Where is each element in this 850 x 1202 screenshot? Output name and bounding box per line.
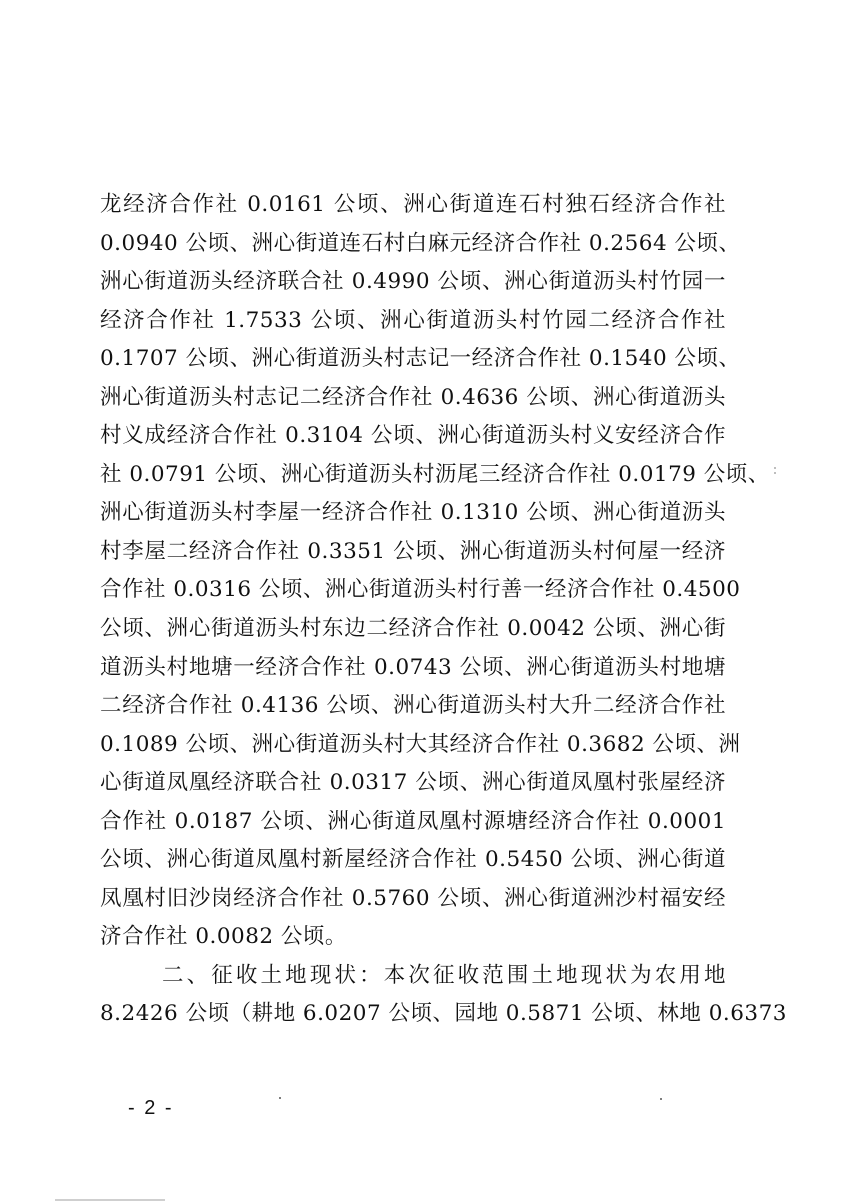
body-text-line: 凤凰村旧沙岗经济合作社 0.5760 公顷、洲心街道洲沙村福安经 [100,886,726,911]
scan-speck [279,1097,281,1099]
body-text-line: 0.0940 公顷、洲心街道连石村白麻元经济合作社 0.2564 公顷、 [100,231,741,256]
body-text-line-paragraph-end: 济合作社 0.0082 公顷。 [100,924,347,949]
body-text-line: 心街道凤凰经济联合社 0.0317 公顷、洲心街道凤凰村张屋经济 [100,770,726,795]
body-text-line: 洲心街道沥头经济联合社 0.4990 公顷、洲心街道沥头村竹园一 [100,269,726,294]
body-text-line: 洲心街道沥头村志记二经济合作社 0.4636 公顷、洲心街道沥头 [100,385,726,410]
page-number: - 2 - [128,1097,174,1119]
body-text-line: 合作社 0.0187 公顷、洲心街道凤凰村源塘经济合作社 0.0001 [100,809,726,834]
body-text-line: 0.1707 公顷、洲心街道沥头村志记一经济合作社 0.1540 公顷、 [100,346,741,371]
section-heading-line: 二、征收土地现状：本次征收范围土地现状为农用地 [162,963,726,988]
body-text-line: 经济合作社 1.7533 公顷、洲心街道沥头村竹园二经济合作社 [100,308,726,333]
body-text-line: 二经济合作社 0.4136 公顷、洲心街道沥头村大升二经济合作社 [100,693,726,718]
body-text-line: 村义成经济合作社 0.3104 公顷、洲心街道沥头村义安经济合作 [100,423,726,448]
body-text-line: 洲心街道沥头村李屋一经济合作社 0.1310 公顷、洲心街道沥头 [100,500,726,525]
scan-speck [774,467,776,469]
body-text-line: 0.1089 公顷、洲心街道沥头村大其经济合作社 0.3682 公顷、洲 [100,732,741,757]
body-text-line: 8.2426 公顷（耕地 6.0207 公顷、园地 0.5871 公顷、林地 0.6373 [100,1001,787,1026]
body-text-line: 社 0.0791 公顷、洲心街道沥头村沥尾三经济合作社 0.0179 公顷、 [100,462,770,487]
body-text-line: 村李屋二经济合作社 0.3351 公顷、洲心街道沥头村何屋一经济 [100,539,726,564]
body-text-line: 合作社 0.0316 公顷、洲心街道沥头村行善一经济合作社 0.4500 [100,577,741,602]
body-text-line: 公顷、洲心街道沥头村东边二经济合作社 0.0042 公顷、洲心街 [100,616,726,641]
scan-speck [660,1098,662,1100]
body-text-line: 龙经济合作社 0.0161 公顷、洲心街道连石村独石经济合作社 [100,192,726,217]
scan-edge-mark [55,1199,165,1201]
scan-speck [774,472,776,474]
body-text-line: 道沥头村地塘一经济合作社 0.0743 公顷、洲心街道沥头村地塘 [100,655,726,680]
body-text-line: 公顷、洲心街道凤凰村新屋经济合作社 0.5450 公顷、洲心街道 [100,847,726,872]
